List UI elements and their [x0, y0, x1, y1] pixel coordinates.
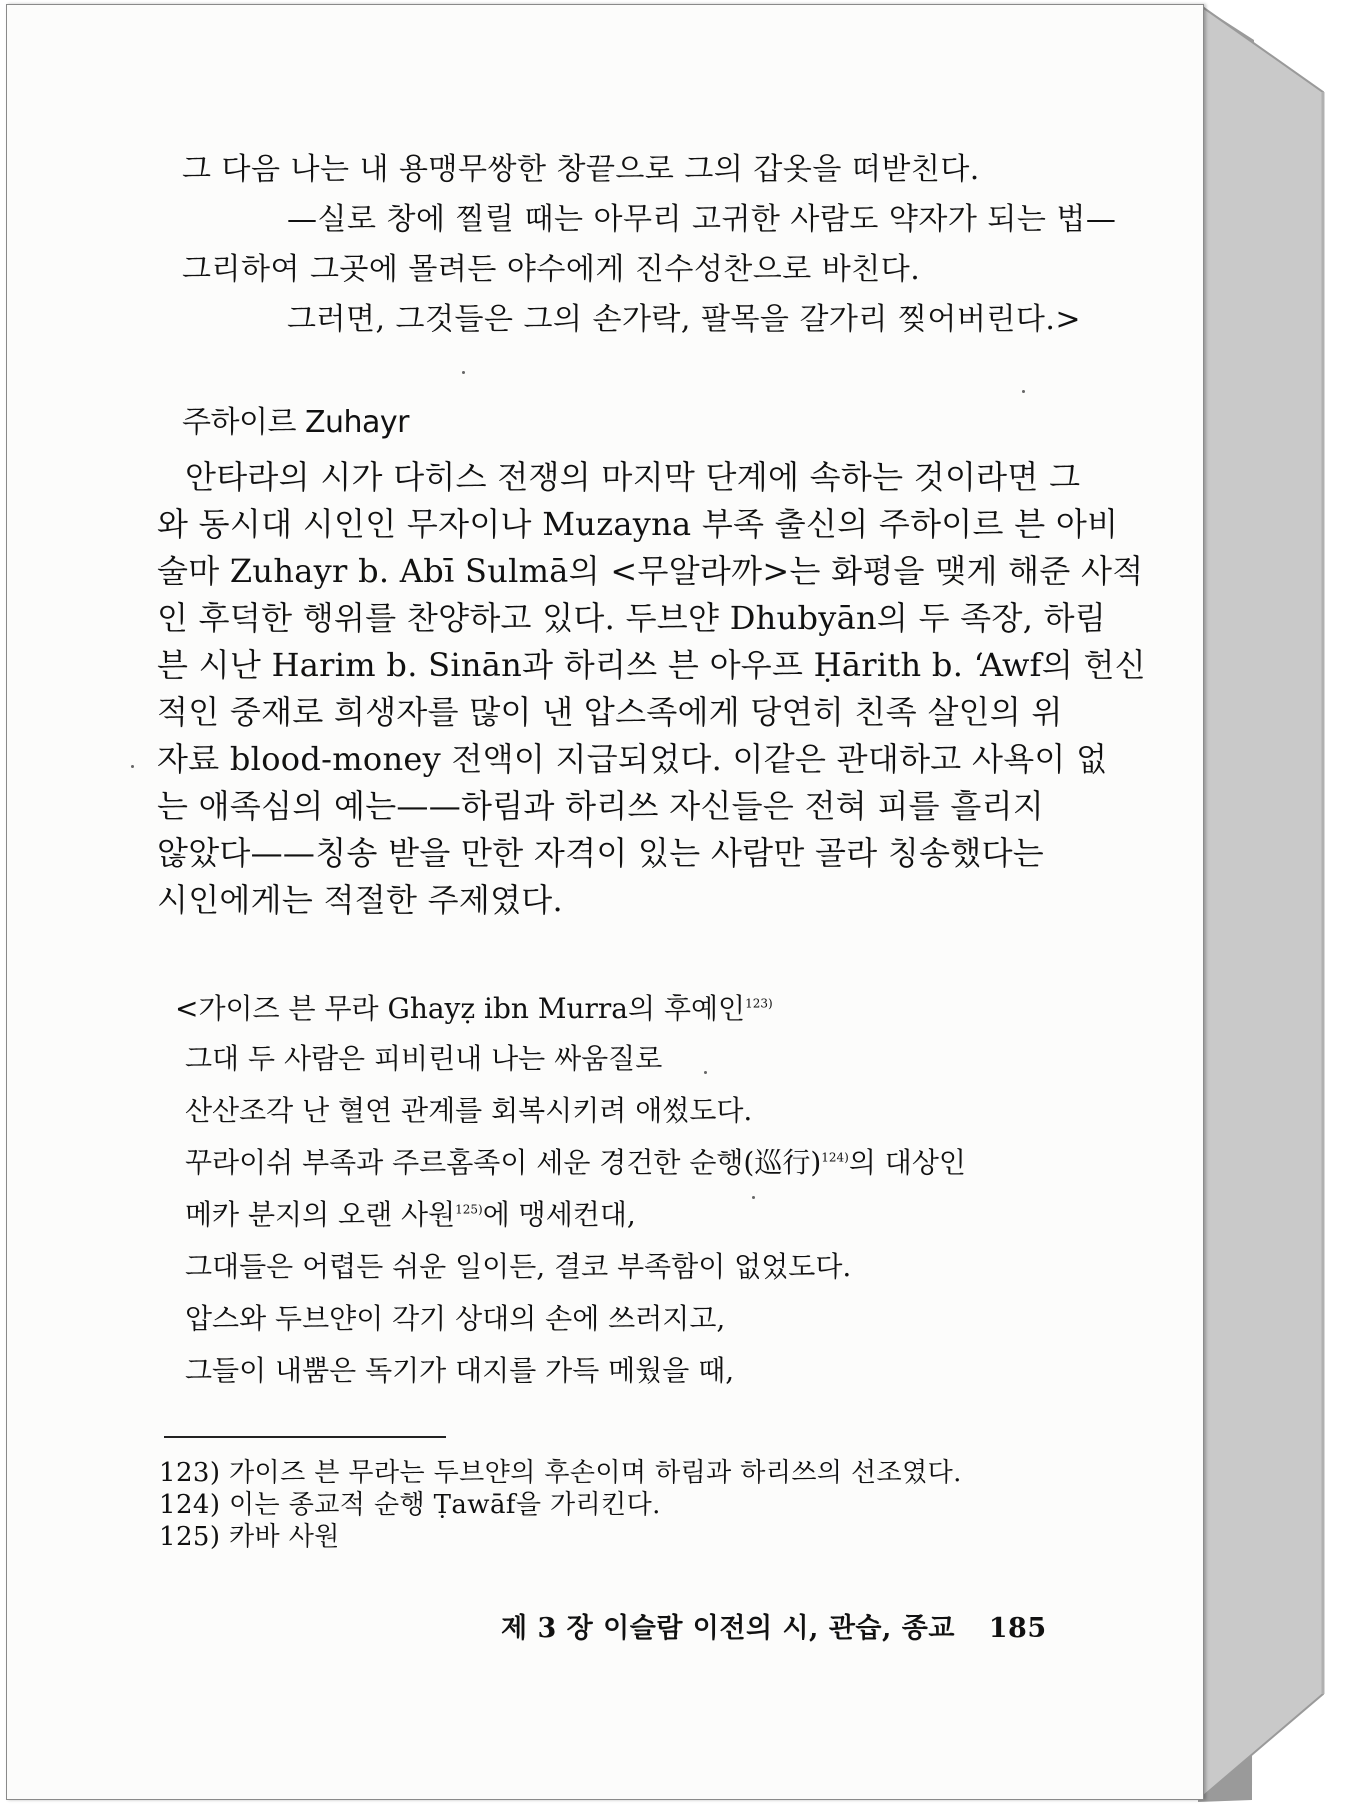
footnote-item: 124) 이는 종교적 순행 Ṭawāf을 가리킨다. [159, 1490, 661, 1520]
poem-line: 그들이 내뿜은 독기가 대지를 가득 메웠을 때, [185, 1354, 735, 1387]
poem-line-text: 꾸라이쉬 부족과 주르홈족이 세운 경건한 순행(巡行) [185, 1146, 822, 1179]
footnote-ref: 124) [821, 1150, 849, 1165]
footnote-item: 123) 가이즈 븐 무라는 두브얀의 후손이며 하림과 하리쓰의 선조였다. [159, 1458, 962, 1488]
poem-line-text: 메카 분지의 오랜 사원 [185, 1198, 456, 1231]
verse-line: 그리하여 그곳에 몰려든 야수에게 진수성찬으로 바친다. [182, 252, 921, 287]
body-line: 적인 중재로 희생자를 많이 낸 압스족에게 당연히 친족 살인의 위 [157, 693, 1063, 731]
poem-line: 산산조각 난 혈연 관계를 회복시키려 애썼도다. [185, 1094, 753, 1127]
poem-line: 그대들은 어렵든 쉬운 일이든, 결코 부족함이 없었도다. [185, 1250, 852, 1283]
poem-line: 압스와 두브얀이 각기 상대의 손에 쓰러지고, [185, 1302, 726, 1335]
scan-speck [462, 371, 465, 374]
scan-speck [752, 1196, 755, 1199]
body-line: 자료 blood-money 전액이 지급되었다. 이같은 관대하고 사욕이 없 [157, 740, 1108, 778]
poem-line-text: 에 맹세컨대, [482, 1198, 636, 1231]
chapter-title: 제 3 장 이슬람 이전의 시, 관습, 종교 [501, 1613, 955, 1644]
body-line: 술마 Zuhayr b. Abī Sulmā의 <무알라까>는 화평을 맺게 해준 사적 [157, 552, 1144, 590]
body-line: 시인에게는 적절한 주제였다. [157, 881, 563, 919]
footnote-divider [164, 1436, 446, 1438]
footnote-ref: 123) [745, 996, 773, 1011]
scan-speck [704, 1071, 707, 1074]
section-heading: 주하이르 Zuhayr [182, 405, 410, 440]
verse-line: 그 다음 나는 내 용맹무쌍한 창끝으로 그의 갑옷을 떠받친다. [182, 152, 980, 187]
footnote-ref: 125) [455, 1202, 483, 1217]
scan-speck [1022, 390, 1025, 393]
poem-line [185, 1198, 636, 1231]
footnote-item: 125) 카바 사원 [159, 1522, 340, 1552]
poem-title [175, 992, 773, 1025]
book-page [6, 4, 1204, 1800]
poem-title-text: <가이즈 븐 무라 Ghayẓ ibn Murra의 후예인 [175, 992, 746, 1025]
body-line: 않았다——칭송 받을 만한 자격이 있는 사람만 골라 칭송했다는 [157, 834, 1044, 872]
body-line: 인 후덕한 행위를 찬양하고 있다. 두브얀 Dhubyān의 두 족장, 하림 [157, 599, 1107, 637]
body-line: 븐 시난 Harim b. Sinān과 하리쓰 븐 아우프 Ḥārith b. ʻAwf의 헌신 [157, 646, 1146, 684]
body-line: 는 애족심의 예는——하림과 하리쓰 자신들은 전혀 피를 흘리지 [157, 787, 1044, 825]
scan-speck [131, 765, 134, 768]
page-number: 185 [988, 1613, 1047, 1644]
verse-line: —실로 창에 찔릴 때는 아무리 고귀한 사람도 약자가 되는 법— [287, 202, 1117, 237]
running-footer [501, 1615, 1047, 1642]
poem-line-text: 의 대상인 [848, 1146, 966, 1179]
body-line: 안타라의 시가 다히스 전쟁의 마지막 단계에 속하는 것이라면 그 [185, 458, 1081, 496]
verse-line: 그러면, 그것들은 그의 손가락, 팔목을 갈가리 찢어버린다.> [287, 302, 1082, 337]
body-line: 와 동시대 시인인 무자이나 Muzayna 부족 출신의 주하이르 븐 아비 [157, 505, 1119, 543]
poem-line: 그대 두 사람은 피비린내 나는 싸움질로 [185, 1042, 663, 1075]
poem-line [185, 1146, 966, 1179]
